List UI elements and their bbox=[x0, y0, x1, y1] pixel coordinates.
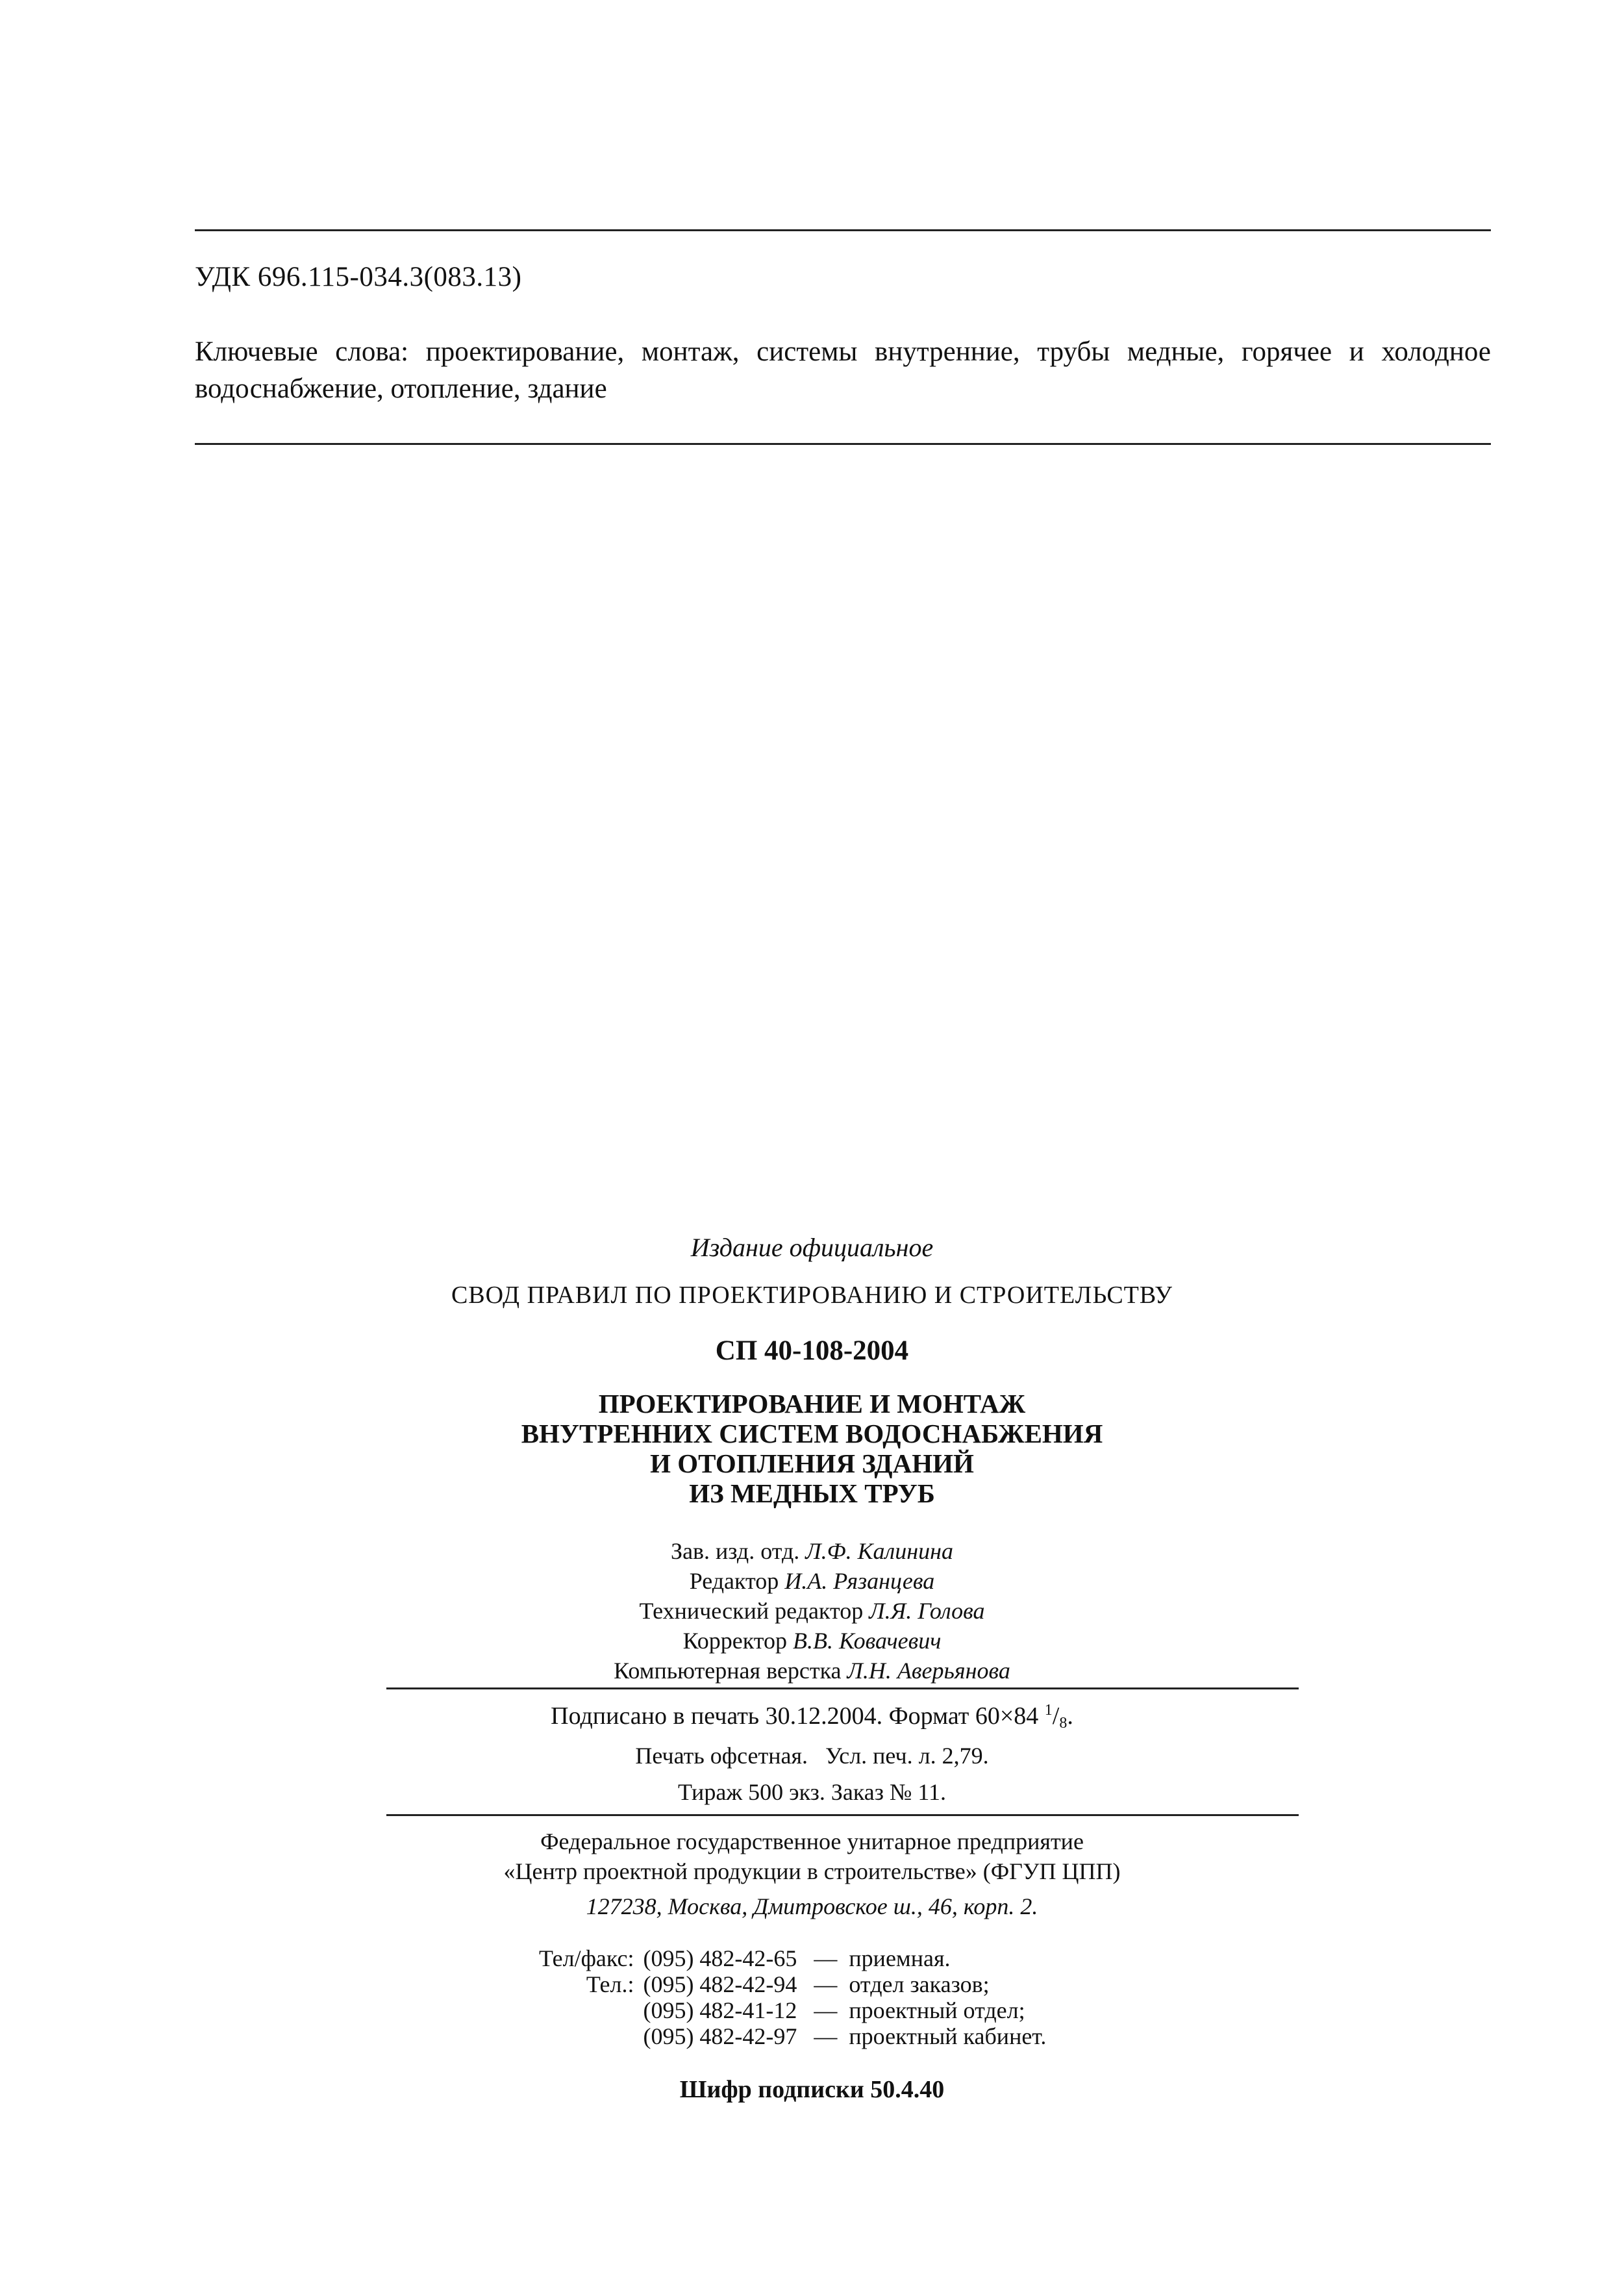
contact-dash: — bbox=[814, 1997, 838, 2023]
print-signed: Подписано в печать 30.12.2004. Формат 60×84 $^1/_8$. bbox=[551, 1702, 1073, 1732]
credit-line bbox=[0, 1536, 1624, 1566]
print-bottom-rule bbox=[386, 1814, 1299, 1816]
credit-line bbox=[0, 1566, 1624, 1596]
contact-label bbox=[539, 1997, 643, 2023]
credits-list bbox=[0, 1536, 1624, 1686]
title-line: ИЗ МЕДНЫХ ТРУБ bbox=[689, 1478, 935, 1508]
publisher-address: 127238, Москва, Дмитровское ш., 46, корп. 2. bbox=[586, 1893, 1038, 1919]
credit-name: В.В. Ковачевич bbox=[793, 1628, 942, 1654]
credit-line bbox=[0, 1596, 1624, 1626]
format-numerator: 1 bbox=[1044, 1702, 1053, 1719]
credit-role: Технический редактор bbox=[639, 1598, 864, 1624]
contact-dept: отдел заказов; bbox=[849, 1971, 990, 1997]
print-run: Тираж 500 экз. Заказ № 11. bbox=[677, 1779, 947, 1805]
subscription-code: Шифр подписки 50.4.40 bbox=[679, 2076, 945, 2103]
credit-name: Л.Я. Голова bbox=[869, 1598, 985, 1624]
contact-phone: (095) 482-42-94 bbox=[643, 1971, 797, 1997]
credit-role: Редактор bbox=[689, 1568, 779, 1594]
document-title bbox=[0, 1389, 1624, 1508]
contact-label bbox=[539, 2023, 643, 2049]
print-signed-text: Подписано в печать 30.12.2004. Формат 60×84 bbox=[551, 1702, 1039, 1730]
contact-phone: (095) 482-42-65 bbox=[643, 1945, 797, 1971]
title-line: И ОТОПЛЕНИЯ ЗДАНИЙ bbox=[650, 1448, 974, 1478]
contact-phone: (095) 482-42-97 bbox=[643, 2023, 797, 2049]
keywords-bottom-rule bbox=[195, 443, 1491, 445]
contact-label: Тел/факс: bbox=[539, 1945, 634, 1971]
print-type: Печать офсетная. Усл. печ. л. 2,79. bbox=[635, 1743, 989, 1769]
publisher-line1: Федеральное государственное унитарное предприятие bbox=[540, 1828, 1084, 1854]
contact-row bbox=[539, 1971, 1051, 1997]
document-number: СП 40-108-2004 bbox=[715, 1335, 909, 1366]
credit-name: И.А. Рязанцева bbox=[784, 1568, 935, 1594]
keywords: Ключевые слова: проектирование, монтаж, системы внутренние, трубы медные, горячее и холодное водоснабжение, отопление, здание bbox=[195, 336, 1491, 404]
title-line: ВНУТРЕННИХ СИСТЕМ ВОДОСНАБЖЕНИЯ bbox=[521, 1419, 1103, 1448]
contact-dash: — bbox=[814, 1971, 838, 1997]
contact-dash: — bbox=[814, 1945, 838, 1971]
udk-code: УДК 696.115-034.3(083.13) bbox=[195, 262, 522, 292]
credit-role: Корректор bbox=[682, 1628, 788, 1654]
contact-dash: — bbox=[814, 2023, 838, 2049]
contact-dept: приемная. bbox=[849, 1945, 951, 1971]
format-denominator: 8 bbox=[1059, 1715, 1068, 1732]
contact-dept: проектный отдел; bbox=[849, 1997, 1025, 2023]
edition-label: Издание официальное bbox=[690, 1233, 934, 1262]
publisher-line2: «Центр проектной продукции в строительстве» (ФГУП ЦПП) bbox=[503, 1858, 1121, 1884]
credit-role: Компьютерная верстка bbox=[614, 1658, 842, 1684]
contact-phone: (095) 482-41-12 bbox=[643, 1997, 797, 2023]
code-of-rules: СВОД ПРАВИЛ ПО ПРОЕКТИРОВАНИЮ И СТРОИТЕЛЬСТВУ bbox=[451, 1282, 1173, 1309]
credit-role: Зав. изд. отд. bbox=[671, 1538, 800, 1564]
publisher-block bbox=[0, 1826, 1624, 1921]
contact-row bbox=[539, 1945, 1051, 1971]
contacts-table bbox=[539, 1945, 1051, 2049]
credit-line bbox=[0, 1626, 1624, 1656]
credit-name: Л.Ф. Калинина bbox=[805, 1538, 953, 1564]
format-end: . bbox=[1067, 1702, 1073, 1730]
contact-label: Тел.: bbox=[586, 1971, 634, 1997]
credit-line bbox=[0, 1656, 1624, 1686]
contact-row bbox=[539, 2023, 1051, 2049]
contact-dept: проектный кабинет. bbox=[849, 2023, 1047, 2049]
credits-bottom-rule bbox=[386, 1687, 1299, 1689]
contact-row bbox=[539, 1997, 1051, 2023]
title-line: ПРОЕКТИРОВАНИЕ И МОНТАЖ bbox=[598, 1389, 1026, 1419]
credit-name: Л.Н. Аверьянова bbox=[847, 1658, 1010, 1684]
top-rule bbox=[195, 229, 1491, 231]
